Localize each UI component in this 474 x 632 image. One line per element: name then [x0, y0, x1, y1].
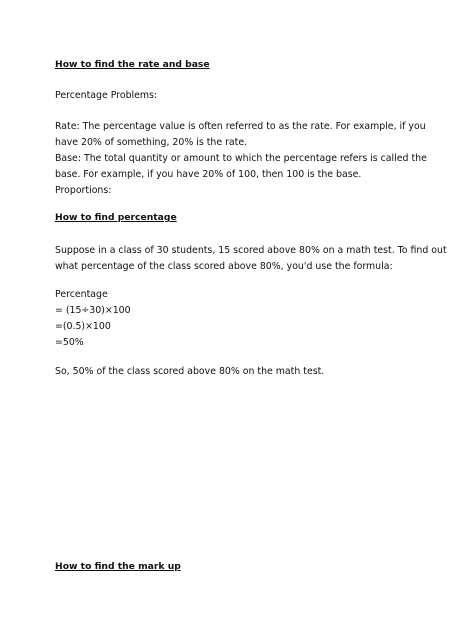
heading-rate-and-base: How to find the rate and base [55, 59, 210, 70]
formula-line: Percentage [55, 289, 108, 300]
paragraph-line: Rate: The percentage value is often referred to as the rate. For example, if you [55, 121, 426, 132]
formula-line: = (15÷30)×100 [55, 305, 131, 316]
paragraph-line: Proportions: [55, 185, 112, 196]
formula-line: =(0.5)×100 [55, 321, 111, 332]
paragraph-line: base. For example, if you have 20% of 100, then 100 is the base. [55, 169, 362, 180]
conclusion-paragraph: So, 50% of the class scored above 80% on the math test. [55, 366, 325, 377]
paragraph-line: Base: The total quantity or amount to which the percentage refers is called the [55, 153, 427, 164]
example-intro-paragraph [55, 243, 447, 275]
percentage-problems-label: Percentage Problems: [55, 90, 158, 101]
formula-line: =50% [55, 337, 84, 348]
heading-find-percentage: How to find percentage [55, 212, 177, 223]
paragraph-line: Suppose in a class of 30 students, 15 scored above 80% on a math test. To find out [55, 245, 447, 256]
paragraph-line: have 20% of something, 20% is the rate. [55, 137, 248, 148]
formula-block [55, 287, 415, 351]
paragraph-line: what percentage of the class scored above 80%, you'd use the formula: [55, 261, 393, 272]
rate-base-paragraph [55, 119, 427, 199]
heading-find-mark-up: How to find the mark up [55, 561, 181, 572]
